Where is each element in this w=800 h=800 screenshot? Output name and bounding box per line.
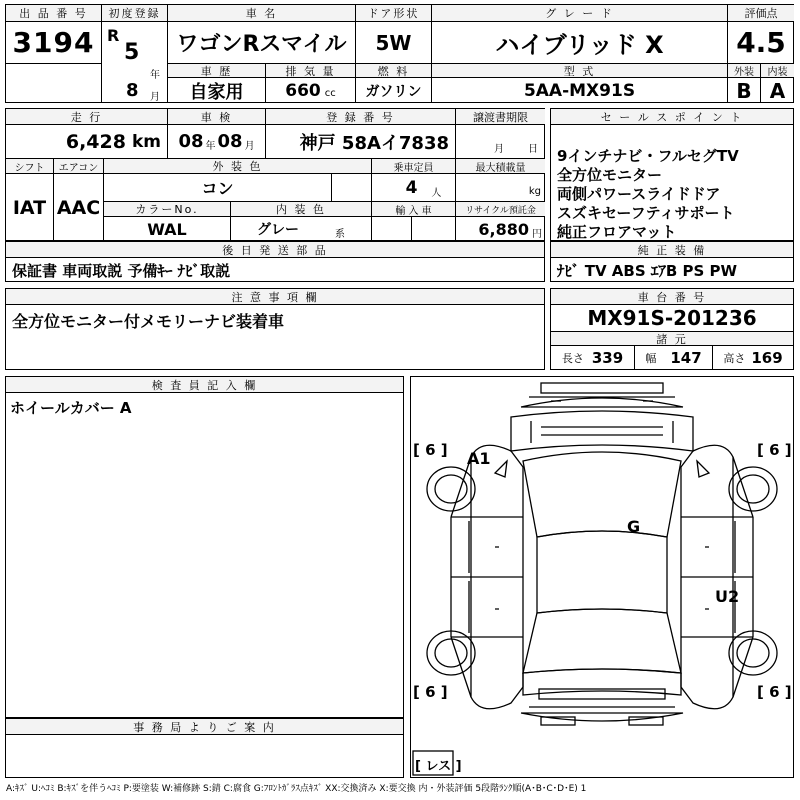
recycle-label: リサイクル預託金 — [456, 202, 545, 217]
car-diagram — [411, 377, 793, 777]
tire-fr: [ 6 ] — [757, 441, 792, 459]
fuel-value: ガソリン — [356, 78, 432, 103]
car-name: ワゴンRスマイル — [168, 22, 356, 63]
history-label: 車 歴 — [168, 63, 266, 78]
height-cell — [713, 346, 793, 370]
header-block — [5, 4, 794, 103]
reg-no-value: 神戸 58Aイ7838 — [266, 125, 456, 159]
interior-color-label: 内 装 色 — [231, 202, 372, 217]
inspection-label: 車 検 — [168, 109, 266, 125]
reg-no-label: 登 録 番 号 — [266, 109, 456, 125]
capacity-cell — [372, 174, 456, 202]
tire-rl: [ 6 ] — [413, 683, 448, 701]
chassis-label: 車 台 番 号 — [551, 289, 793, 305]
sales-point: 両側パワースライドドア — [557, 185, 721, 203]
dims-label: 諸 元 — [551, 332, 793, 346]
shift-value: IAT — [6, 174, 54, 241]
sales-list — [557, 147, 739, 242]
ac-label: エアコン — [54, 159, 104, 174]
displacement-label: 排 気 量 — [266, 63, 356, 78]
legend: A:ｷｽﾞ U:ﾍｺﾐ B:ｷｽﾞを伴うﾍｺﾐ P:要塗装 W:補修跡 S:錆 C:腐食 G:ﾌﾛﾝﾄｶﾞﾗｽ点ｷｽﾞ XX:交換済み X:要交換 内・外装評価 5段階ﾗﾝｸ順(A･B･C･D･E) 1 — [6, 784, 587, 794]
inspection-month-unit: 月 — [244, 141, 255, 152]
score-value: 4.5 — [736, 26, 786, 59]
inspector-value: ホイールカバー A — [10, 399, 132, 417]
lot-no-cell — [6, 22, 102, 63]
height-value: 169 — [751, 349, 783, 367]
color-label: 外 装 色 — [104, 159, 372, 174]
car-name-label: 車 名 — [168, 5, 356, 22]
door-label: ドア形状 — [356, 5, 432, 22]
height-label: 高さ — [723, 352, 746, 365]
damage-mark-a1: A1 — [467, 449, 491, 468]
max-load-unit: kg — [528, 186, 541, 197]
shift-label: シフト — [6, 159, 54, 174]
sales-block — [550, 108, 794, 241]
tire-rr: [ 6 ] — [757, 683, 792, 701]
inspection-cell — [168, 125, 266, 159]
history-value: 自家用 — [168, 78, 266, 103]
car-diagram-block — [410, 376, 794, 778]
mileage-cell — [6, 125, 168, 159]
max-load-cell — [456, 174, 545, 202]
sales-label: セ ー ル ス ポ イ ン ト — [551, 109, 793, 125]
mileage-value: 6,428 — [65, 130, 126, 153]
lot-no-blank — [6, 63, 102, 103]
width-value: 147 — [670, 349, 702, 367]
lot-no-label: 出 品 番 号 — [6, 5, 102, 22]
exterior-value: B — [728, 78, 761, 103]
capacity-unit: 人 — [431, 188, 442, 199]
damage-mark-u2: U2 — [715, 587, 740, 606]
model-value: 5AA-MX91S — [432, 78, 728, 103]
capacity-value: 4 — [405, 177, 418, 198]
notes-value: 全方位モニター付メモリーナビ装着車 — [12, 312, 285, 331]
length-label: 長さ — [561, 352, 584, 365]
color-value: コン — [104, 174, 332, 202]
door-value: 5W — [356, 22, 432, 63]
equipment-label: 純 正 装 備 — [551, 242, 793, 258]
grade-label: グ レ ー ド — [432, 5, 728, 22]
grade-value: ハイブリッド X — [432, 22, 728, 63]
first-reg-cell — [102, 22, 168, 103]
month-unit: 月 — [150, 92, 160, 103]
office-label: 事 務 局 よ り ご 案 内 — [6, 719, 403, 735]
year-unit: 年 — [150, 70, 160, 81]
recycle-cell — [456, 217, 545, 241]
office-block — [5, 718, 404, 778]
chassis-block — [550, 288, 794, 370]
notes-label: 注 意 事 項 欄 — [6, 289, 544, 305]
import-divider — [372, 217, 412, 241]
equipment-block — [550, 241, 794, 282]
interior-color-cell — [231, 217, 372, 241]
docs-label: 後 日 発 送 部 品 — [6, 242, 544, 258]
recycle-unit: 円 — [532, 228, 542, 240]
fuel-label: 燃 料 — [356, 63, 432, 78]
docs-value: 保証書 車両取説 予備ｷｰ ﾅﾋﾞ取説 — [12, 261, 231, 280]
inspector-label: 検 査 員 記 入 欄 — [6, 377, 403, 393]
color-no-value: WAL — [104, 217, 231, 241]
max-load-label: 最大積載量 — [456, 159, 545, 174]
interior-label: 内装 — [761, 63, 794, 78]
docs-block — [5, 241, 545, 282]
equipment-value: ﾅﾋﾞ TV ABS ｴｱB PS PW — [557, 261, 738, 280]
chassis-value: MX91S-201236 — [551, 305, 793, 332]
import-label: 輸 入 車 — [372, 202, 456, 217]
interior-color-value: グレー — [257, 222, 299, 238]
width-cell — [635, 346, 713, 370]
vehicle-info-block — [5, 108, 545, 241]
exterior-label: 外装 — [728, 63, 761, 78]
transfer-cell — [456, 125, 545, 159]
inspection-year: 08 — [178, 131, 204, 152]
era: R — [107, 26, 120, 45]
model-label: 型 式 — [432, 63, 728, 78]
sales-point: スズキセーフティサポート — [557, 204, 735, 222]
inspection-month: 08 — [217, 131, 243, 152]
transfer-month-unit: 月 — [494, 144, 504, 155]
notes-block — [5, 288, 545, 370]
mileage-label: 走 行 — [6, 109, 168, 125]
mileage-unit: km — [131, 131, 161, 152]
recycle-value: 6,880 — [478, 219, 529, 239]
ac-value: AAC — [54, 174, 104, 241]
color-no-label: カラーNo. — [104, 202, 231, 217]
transfer-day-unit: 日 — [528, 144, 538, 155]
displacement-unit: cc — [324, 88, 336, 99]
reg-month: 8 — [126, 80, 139, 101]
sales-point: 全方位モニター — [557, 166, 663, 184]
first-reg-label: 初度登録 — [102, 5, 168, 22]
damage-mark-g: G — [627, 517, 641, 536]
interior-color-unit: 系 — [335, 228, 345, 240]
displacement-cell — [266, 78, 356, 103]
color-blank — [332, 174, 372, 202]
spare-tire: [ レス ] — [415, 759, 462, 774]
score-label: 評価点 — [728, 5, 794, 22]
displacement-value: 660 — [285, 80, 321, 101]
transfer-label: 譲渡書期限 — [456, 109, 545, 125]
sales-point: 9インチナビ・フルセグTV — [557, 147, 739, 165]
sales-point: 純正フロアマット — [557, 223, 677, 241]
length-value: 339 — [591, 349, 624, 367]
inspection-year-unit: 年 — [205, 141, 216, 152]
interior-value: A — [769, 78, 786, 103]
capacity-label: 乗車定員 — [372, 159, 456, 174]
length-cell — [551, 346, 635, 370]
inspector-block — [5, 376, 404, 718]
width-label: 幅 — [645, 352, 657, 365]
reg-year: 5 — [124, 40, 140, 65]
lot-no: 3194 — [12, 26, 95, 59]
tire-fl: [ 6 ] — [413, 441, 448, 459]
